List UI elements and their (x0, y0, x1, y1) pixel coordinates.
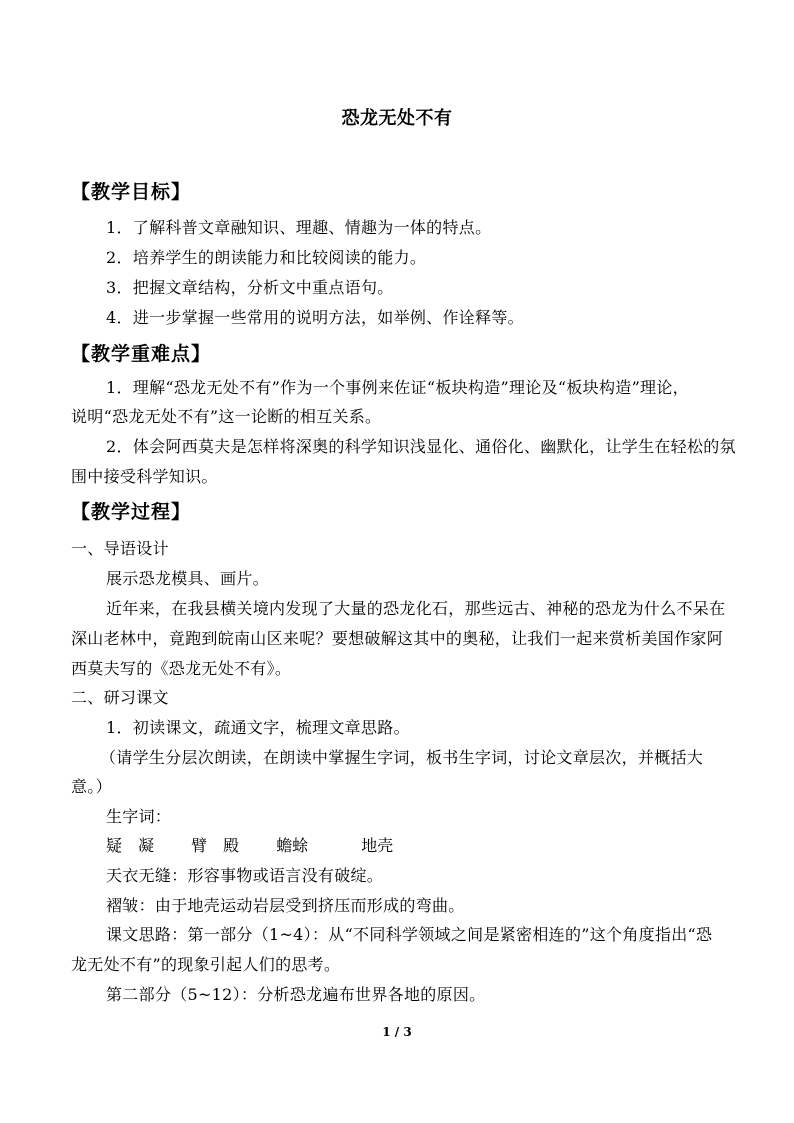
note-line-1: （请学生分层次朗读，在朗读中掌握生字词，板书生字词，讨论文章层次，并概括大 (100, 748, 704, 767)
vocab-word: 蟾蜍 (276, 836, 309, 855)
definition-1: 天衣无缝：形容事物或语言没有破绽。 (106, 866, 384, 885)
key-point-1-line-2: 说明“恐龙无处不有”这一论断的相互关系。 (71, 407, 382, 426)
vocab-word: 地壳 (361, 836, 394, 855)
section-heading-objectives: 【教学目标】 (71, 181, 192, 203)
section-heading-process: 【教学过程】 (71, 501, 192, 523)
note-line-2: 意。） (71, 777, 112, 796)
objective-item-1: 1．了解科普文章融知识、理趣、情趣为一体的特点。 (106, 218, 492, 237)
section-heading-key-points: 【教学重难点】 (71, 343, 212, 365)
outline-line-3: 第二部分（5~12）：分析恐龙遍布世界各地的原因。 (106, 985, 486, 1004)
part-1-paragraph-line-2: 深山老林中，竟跑到皖南山区来呢？要想破解这其中的奥秘，让我们一起来赏析美国作家阿 (71, 629, 724, 648)
vocab-list (106, 836, 393, 856)
step-1: 1．初读课文，疏通文字，梳理文章思路。 (106, 718, 410, 737)
key-point-1-line-1: 1．理解“恐龙无处不有”作为一个事例来佐证“板块构造”理论及“板块构造”理论， (106, 378, 689, 397)
key-point-2-line-1: 2．体会阿西莫夫是怎样将深奥的科学知识浅显化、通俗化、幽默化，让学生在轻松的氛 (106, 437, 736, 456)
vocab-word: 臂 殿 (191, 836, 240, 855)
part-1-paragraph-line-3: 西莫夫写的《恐龙无处不有》。 (71, 659, 292, 678)
page-number: 1 / 3 (382, 1025, 412, 1039)
definition-2: 褶皱：由于地壳运动岩层受到挤压而形成的弯曲。 (106, 896, 465, 915)
part-1-paragraph-line-1: 近年来，在我县横关境内发现了大量的恐龙化石，那些远古、神秘的恐龙为什么不呆在 (106, 599, 726, 618)
part-1-title: 一、导语设计 (71, 539, 169, 558)
outline-line-1: 课文思路：第一部分（1~4）：从“不同科学领域之间是紧密相连的”这个角度指出“恐 (106, 925, 713, 944)
part-2-title: 二、研习课文 (71, 688, 169, 707)
part-1-line-1: 展示恐龙模具、画片。 (106, 569, 270, 588)
objective-item-3: 3．把握文章结构，分析文中重点语句。 (106, 278, 394, 297)
outline-line-2: 龙无处不有”的现象引起人们的思考。 (71, 955, 341, 974)
objective-item-2: 2．培养学生的朗读能力和比较阅读的能力。 (106, 248, 427, 267)
document-title: 恐龙无处不有 (341, 108, 453, 129)
vocab-label: 生字词： (106, 807, 172, 826)
vocab-word: 疑 凝 (106, 836, 155, 855)
objective-item-4: 4．进一步掌握一些常用的说明方法，如举例、作诠释等。 (106, 308, 524, 327)
key-point-2-line-2: 围中接受科学知识。 (71, 467, 218, 486)
